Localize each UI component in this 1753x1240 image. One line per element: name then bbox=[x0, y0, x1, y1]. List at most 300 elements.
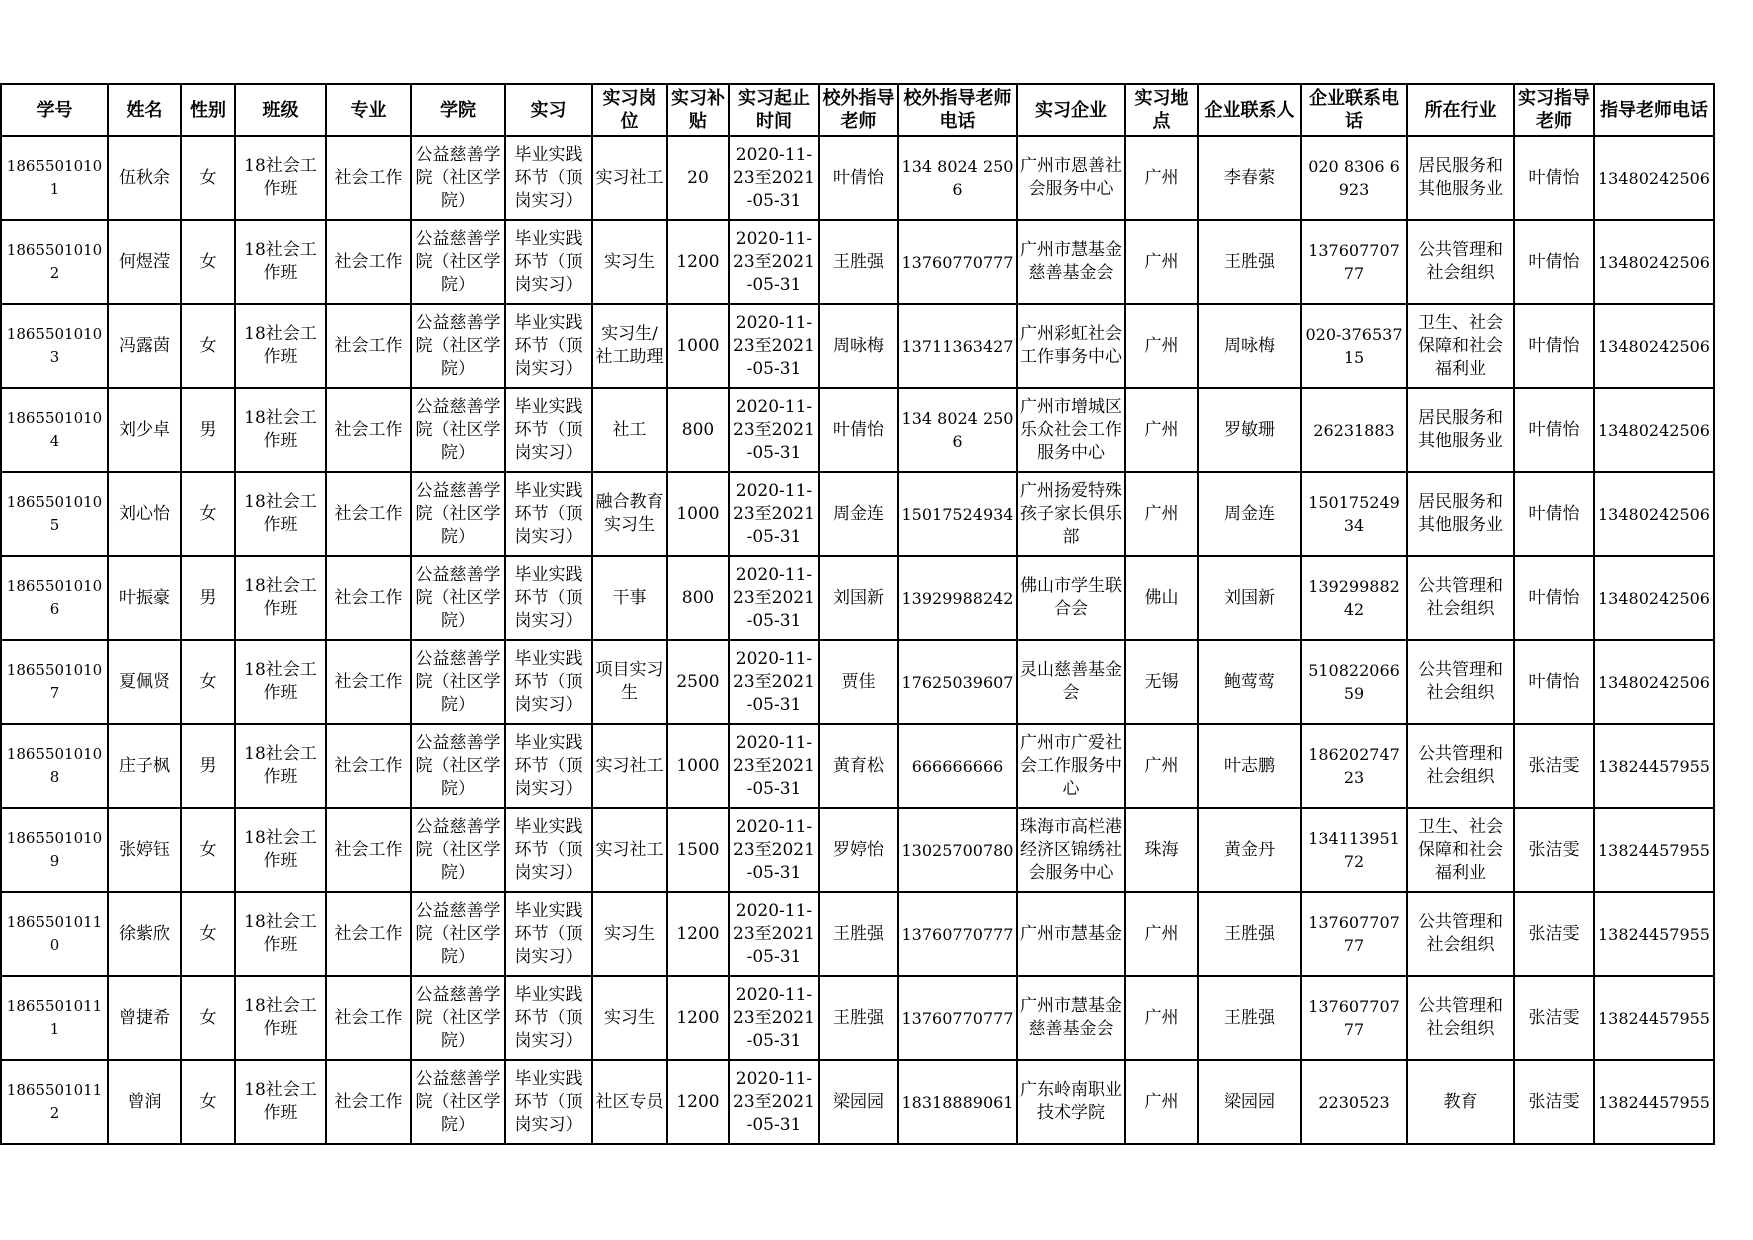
cell-text: 叶倩怡 bbox=[1528, 251, 1580, 272]
header-industry: 所在行业 bbox=[1407, 84, 1514, 136]
cell-text: 13760770777 bbox=[901, 924, 1014, 944]
cell-text: 2020-11-23至2021-05-31 bbox=[733, 396, 815, 463]
cell-major bbox=[326, 136, 411, 220]
cell-internship-type bbox=[505, 1060, 592, 1144]
cell-text: 1200 bbox=[676, 1007, 720, 1028]
cell-company-contact bbox=[1198, 640, 1301, 724]
cell-position bbox=[592, 304, 667, 388]
cell-class bbox=[235, 136, 326, 220]
cell-text: 教育 bbox=[1443, 1091, 1478, 1112]
cell-text: 广州 bbox=[1144, 1091, 1179, 1112]
cell-text: 毕业实践环节（顶岗实习） bbox=[514, 900, 583, 967]
cell-text: 周咏梅 bbox=[1224, 335, 1275, 356]
cell-major bbox=[326, 892, 411, 976]
cell-text: 公益慈善学院（社区学院） bbox=[415, 816, 501, 883]
cell-text: 666666666 bbox=[911, 756, 1004, 776]
cell-student-id bbox=[1, 388, 108, 472]
cell-text: 实习生 bbox=[604, 251, 655, 272]
cell-company-phone bbox=[1301, 388, 1407, 472]
cell-external-supervisor bbox=[819, 976, 898, 1060]
cell-text: 刘国新 bbox=[833, 587, 884, 608]
table-row bbox=[1, 976, 1714, 1060]
cell-text: 刘少卓 bbox=[119, 419, 170, 440]
cell-student-id bbox=[1, 220, 108, 304]
cell-text: 2020-11-23至2021-05-31 bbox=[733, 228, 815, 295]
cell-external-supervisor-phone bbox=[898, 724, 1017, 808]
header-company-phone: 企业联系电话 bbox=[1301, 84, 1407, 136]
cell-text: 广州彩虹社会工作事务中心 bbox=[1020, 324, 1122, 367]
cell-name bbox=[108, 136, 181, 220]
cell-text: 张洁雯 bbox=[1528, 839, 1580, 860]
cell-text: 贾佳 bbox=[841, 671, 876, 692]
cell-text: 1200 bbox=[676, 923, 720, 944]
cell-text: 13760770777 bbox=[901, 252, 1014, 272]
cell-text: 叶振豪 bbox=[119, 587, 170, 608]
cell-period bbox=[729, 472, 819, 556]
cell-text: 周咏梅 bbox=[833, 335, 884, 356]
cell-text: 18655010105 bbox=[6, 493, 103, 534]
cell-text: 女 bbox=[199, 1091, 217, 1112]
cell-company-phone bbox=[1301, 1060, 1407, 1144]
cell-text: 18655010112 bbox=[6, 1081, 103, 1122]
cell-text: 周金连 bbox=[1224, 503, 1275, 524]
cell-period bbox=[729, 136, 819, 220]
cell-text: 13929988242 bbox=[1308, 577, 1400, 619]
cell-text: 公益慈善学院（社区学院） bbox=[415, 732, 501, 799]
cell-text: 实习生/社工助理 bbox=[595, 324, 664, 367]
cell-text: 18655010101 bbox=[6, 157, 103, 198]
cell-subsidy bbox=[667, 892, 729, 976]
cell-company-contact bbox=[1198, 472, 1301, 556]
cell-gender bbox=[181, 556, 235, 640]
cell-internship-supervisor bbox=[1514, 388, 1594, 472]
cell-text: 王胜强 bbox=[833, 251, 884, 272]
cell-text: 张洁雯 bbox=[1528, 1007, 1580, 1028]
cell-position bbox=[592, 220, 667, 304]
cell-text: 18社会工作班 bbox=[244, 408, 317, 451]
cell-class bbox=[235, 1060, 326, 1144]
cell-company bbox=[1017, 472, 1125, 556]
cell-supervisor-phone bbox=[1594, 472, 1714, 556]
cell-internship-supervisor bbox=[1514, 724, 1594, 808]
cell-internship-supervisor bbox=[1514, 136, 1594, 220]
cell-text: 18社会工作班 bbox=[244, 828, 317, 871]
cell-text: 1200 bbox=[676, 1091, 720, 1112]
cell-location bbox=[1125, 136, 1198, 220]
cell-text: 实习社工 bbox=[595, 839, 664, 860]
cell-position bbox=[592, 640, 667, 724]
cell-text: 公益慈善学院（社区学院） bbox=[415, 648, 501, 715]
cell-external-supervisor bbox=[819, 136, 898, 220]
cell-text: 张婷钰 bbox=[119, 839, 170, 860]
cell-text: 居民服务和其他服务业 bbox=[1418, 492, 1503, 535]
cell-class bbox=[235, 220, 326, 304]
cell-text: 毕业实践环节（顶岗实习） bbox=[514, 648, 583, 715]
cell-internship-type bbox=[505, 556, 592, 640]
cell-external-supervisor-phone bbox=[898, 892, 1017, 976]
cell-position bbox=[592, 808, 667, 892]
cell-internship-supervisor bbox=[1514, 892, 1594, 976]
table-row bbox=[1, 472, 1714, 556]
cell-major bbox=[326, 976, 411, 1060]
cell-supervisor-phone bbox=[1594, 304, 1714, 388]
cell-text: 广州 bbox=[1144, 167, 1179, 188]
header-supervisor-phone: 指导老师电话 bbox=[1594, 84, 1714, 136]
header-position: 实习岗位 bbox=[592, 84, 667, 136]
cell-position bbox=[592, 724, 667, 808]
header-row bbox=[1, 84, 1714, 136]
cell-external-supervisor bbox=[819, 388, 898, 472]
cell-supervisor-phone bbox=[1594, 808, 1714, 892]
cell-text: 18655010102 bbox=[6, 241, 103, 282]
cell-company-phone bbox=[1301, 976, 1407, 1060]
internship-table bbox=[0, 83, 1715, 1145]
cell-text: 13411395172 bbox=[1308, 829, 1400, 871]
cell-text: 公共管理和社会组织 bbox=[1418, 660, 1503, 703]
cell-location bbox=[1125, 472, 1198, 556]
cell-text: 毕业实践环节（顶岗实习） bbox=[514, 816, 583, 883]
cell-student-id bbox=[1, 472, 108, 556]
cell-industry bbox=[1407, 640, 1514, 724]
header-internship-type: 实习 bbox=[505, 84, 592, 136]
cell-college bbox=[411, 136, 505, 220]
cell-location bbox=[1125, 724, 1198, 808]
cell-text: 公益慈善学院（社区学院） bbox=[415, 984, 501, 1051]
cell-subsidy bbox=[667, 724, 729, 808]
cell-text: 134 8024 2506 bbox=[901, 157, 1014, 199]
cell-industry bbox=[1407, 1060, 1514, 1144]
cell-text: 2020-11-23至2021-05-31 bbox=[733, 816, 815, 883]
cell-external-supervisor bbox=[819, 220, 898, 304]
cell-position bbox=[592, 472, 667, 556]
cell-internship-supervisor bbox=[1514, 976, 1594, 1060]
cell-supervisor-phone bbox=[1594, 724, 1714, 808]
cell-college bbox=[411, 724, 505, 808]
cell-period bbox=[729, 304, 819, 388]
cell-period bbox=[729, 1060, 819, 1144]
cell-external-supervisor-phone bbox=[898, 1060, 1017, 1144]
cell-company bbox=[1017, 220, 1125, 304]
header-period: 实习起止时间 bbox=[729, 84, 819, 136]
cell-text: 毕业实践环节（顶岗实习） bbox=[514, 564, 583, 631]
cell-text: 伍秋余 bbox=[119, 167, 170, 188]
cell-text: 公共管理和社会组织 bbox=[1418, 744, 1503, 787]
cell-major bbox=[326, 472, 411, 556]
cell-internship-supervisor bbox=[1514, 472, 1594, 556]
cell-company-phone bbox=[1301, 556, 1407, 640]
cell-text: 社会工作 bbox=[334, 1091, 403, 1112]
cell-supervisor-phone bbox=[1594, 892, 1714, 976]
cell-class bbox=[235, 724, 326, 808]
cell-company-phone bbox=[1301, 640, 1407, 724]
cell-text: 13480242506 bbox=[1598, 252, 1710, 272]
cell-gender bbox=[181, 388, 235, 472]
cell-text: 公共管理和社会组织 bbox=[1418, 912, 1503, 955]
cell-period bbox=[729, 976, 819, 1060]
cell-text: 社会工作 bbox=[334, 755, 403, 776]
cell-class bbox=[235, 304, 326, 388]
cell-class bbox=[235, 472, 326, 556]
cell-text: 男 bbox=[199, 587, 217, 608]
cell-external-supervisor-phone bbox=[898, 808, 1017, 892]
cell-text: 男 bbox=[199, 419, 217, 440]
cell-company-contact bbox=[1198, 556, 1301, 640]
cell-text: 18社会工作班 bbox=[244, 912, 317, 955]
cell-text: 广州市慧基金慈善基金会 bbox=[1020, 240, 1122, 283]
cell-period bbox=[729, 556, 819, 640]
cell-position bbox=[592, 388, 667, 472]
cell-industry bbox=[1407, 892, 1514, 976]
cell-text: 2020-11-23至2021-05-31 bbox=[733, 312, 815, 379]
cell-external-supervisor-phone bbox=[898, 136, 1017, 220]
table-row bbox=[1, 724, 1714, 808]
cell-text: 罗敏珊 bbox=[1224, 419, 1275, 440]
cell-company bbox=[1017, 388, 1125, 472]
cell-supervisor-phone bbox=[1594, 136, 1714, 220]
header-subsidy: 实习补贴 bbox=[667, 84, 729, 136]
cell-company-contact bbox=[1198, 808, 1301, 892]
cell-text: 冯露茵 bbox=[119, 335, 170, 356]
cell-text: 佛山市学生联合会 bbox=[1020, 576, 1122, 619]
cell-text: 项目实习生 bbox=[595, 660, 664, 703]
cell-text: 020 8306 6923 bbox=[1308, 157, 1400, 199]
cell-subsidy bbox=[667, 304, 729, 388]
cell-location bbox=[1125, 220, 1198, 304]
cell-text: 18社会工作班 bbox=[244, 324, 317, 367]
cell-internship-type bbox=[505, 808, 592, 892]
cell-industry bbox=[1407, 304, 1514, 388]
header-company: 实习企业 bbox=[1017, 84, 1125, 136]
cell-major bbox=[326, 388, 411, 472]
cell-company bbox=[1017, 1060, 1125, 1144]
cell-text: 18655010111 bbox=[6, 997, 103, 1038]
cell-supervisor-phone bbox=[1594, 388, 1714, 472]
cell-gender bbox=[181, 640, 235, 724]
cell-name bbox=[108, 640, 181, 724]
cell-text: 叶倩怡 bbox=[833, 419, 884, 440]
table-body bbox=[1, 136, 1714, 1144]
header-class: 班级 bbox=[235, 84, 326, 136]
cell-position bbox=[592, 976, 667, 1060]
cell-text: 020-37653715 bbox=[1305, 325, 1403, 367]
table-row bbox=[1, 1060, 1714, 1144]
cell-text: 13480242506 bbox=[1598, 588, 1710, 608]
cell-class bbox=[235, 640, 326, 724]
cell-text: 13760770777 bbox=[1308, 913, 1400, 955]
cell-company-phone bbox=[1301, 220, 1407, 304]
cell-subsidy bbox=[667, 136, 729, 220]
cell-external-supervisor bbox=[819, 472, 898, 556]
cell-text: 刘国新 bbox=[1224, 587, 1275, 608]
cell-internship-supervisor bbox=[1514, 640, 1594, 724]
cell-text: 王胜强 bbox=[1224, 251, 1275, 272]
header-external-supervisor-phone: 校外指导老师电话 bbox=[898, 84, 1017, 136]
cell-text: 18655010110 bbox=[6, 913, 103, 954]
cell-major bbox=[326, 304, 411, 388]
cell-text: 2020-11-23至2021-05-31 bbox=[733, 984, 815, 1051]
cell-text: 叶倩怡 bbox=[1528, 503, 1580, 524]
cell-text: 2020-11-23至2021-05-31 bbox=[733, 732, 815, 799]
cell-class bbox=[235, 556, 326, 640]
cell-industry bbox=[1407, 388, 1514, 472]
cell-external-supervisor bbox=[819, 556, 898, 640]
cell-company-phone bbox=[1301, 136, 1407, 220]
cell-name bbox=[108, 388, 181, 472]
cell-text: 卫生、社会保障和社会福利业 bbox=[1418, 816, 1503, 883]
cell-text: 17625039607 bbox=[901, 672, 1014, 692]
cell-text: 卫生、社会保障和社会福利业 bbox=[1418, 312, 1503, 379]
cell-text: 18620274723 bbox=[1308, 745, 1400, 787]
cell-text: 51082206659 bbox=[1308, 661, 1400, 703]
cell-text: 珠海市高栏港经济区锦绣社会服务中心 bbox=[1020, 816, 1122, 883]
cell-college bbox=[411, 220, 505, 304]
cell-text: 王胜强 bbox=[1224, 1007, 1275, 1028]
cell-text: 社会工作 bbox=[334, 503, 403, 524]
cell-name bbox=[108, 892, 181, 976]
cell-subsidy bbox=[667, 220, 729, 304]
cell-text: 13760770777 bbox=[901, 1008, 1014, 1028]
cell-text: 公益慈善学院（社区学院） bbox=[415, 1068, 501, 1135]
cell-position bbox=[592, 892, 667, 976]
cell-text: 叶倩怡 bbox=[833, 167, 884, 188]
cell-location bbox=[1125, 976, 1198, 1060]
cell-text: 13929988242 bbox=[901, 588, 1014, 608]
cell-internship-type bbox=[505, 388, 592, 472]
cell-company-contact bbox=[1198, 388, 1301, 472]
cell-text: 广州 bbox=[1144, 251, 1179, 272]
cell-text: 毕业实践环节（顶岗实习） bbox=[514, 228, 583, 295]
cell-company-phone bbox=[1301, 724, 1407, 808]
cell-text: 居民服务和其他服务业 bbox=[1418, 408, 1503, 451]
cell-internship-type bbox=[505, 220, 592, 304]
cell-text: 18655010107 bbox=[6, 661, 103, 702]
cell-text: 灵山慈善基金会 bbox=[1020, 660, 1122, 703]
cell-text: 梁园园 bbox=[833, 1091, 884, 1112]
cell-supervisor-phone bbox=[1594, 640, 1714, 724]
cell-period bbox=[729, 724, 819, 808]
cell-internship-supervisor bbox=[1514, 1060, 1594, 1144]
cell-text: 18社会工作班 bbox=[244, 492, 317, 535]
cell-text: 毕业实践环节（顶岗实习） bbox=[514, 1068, 583, 1135]
cell-text: 女 bbox=[199, 167, 217, 188]
cell-text: 男 bbox=[199, 755, 217, 776]
cell-text: 公益慈善学院（社区学院） bbox=[415, 480, 501, 547]
cell-company-contact bbox=[1198, 304, 1301, 388]
cell-text: 曾润 bbox=[127, 1091, 162, 1112]
cell-text: 周金连 bbox=[833, 503, 884, 524]
cell-text: 广州市慧基金 bbox=[1020, 923, 1122, 944]
cell-text: 刘心怡 bbox=[119, 503, 170, 524]
cell-text: 珠海 bbox=[1144, 839, 1179, 860]
cell-text: 18社会工作班 bbox=[244, 1080, 317, 1123]
header-college: 学院 bbox=[411, 84, 505, 136]
cell-text: 2500 bbox=[676, 671, 720, 692]
table-row bbox=[1, 892, 1714, 976]
cell-text: 2020-11-23至2021-05-31 bbox=[733, 480, 815, 547]
cell-text: 毕业实践环节（顶岗实习） bbox=[514, 480, 583, 547]
cell-text: 2230523 bbox=[1318, 1092, 1390, 1112]
cell-text: 广州 bbox=[1144, 419, 1179, 440]
cell-internship-type bbox=[505, 892, 592, 976]
cell-location bbox=[1125, 808, 1198, 892]
cell-position bbox=[592, 1060, 667, 1144]
table-row bbox=[1, 388, 1714, 472]
cell-location bbox=[1125, 1060, 1198, 1144]
cell-text: 公共管理和社会组织 bbox=[1418, 576, 1503, 619]
cell-student-id bbox=[1, 976, 108, 1060]
cell-industry bbox=[1407, 220, 1514, 304]
cell-internship-supervisor bbox=[1514, 556, 1594, 640]
cell-class bbox=[235, 892, 326, 976]
cell-text: 梁园园 bbox=[1224, 1091, 1275, 1112]
cell-text: 毕业实践环节（顶岗实习） bbox=[514, 396, 583, 463]
cell-text: 18社会工作班 bbox=[244, 744, 317, 787]
cell-supervisor-phone bbox=[1594, 976, 1714, 1060]
cell-external-supervisor-phone bbox=[898, 976, 1017, 1060]
cell-major bbox=[326, 640, 411, 724]
cell-internship-supervisor bbox=[1514, 304, 1594, 388]
cell-external-supervisor bbox=[819, 724, 898, 808]
cell-external-supervisor bbox=[819, 640, 898, 724]
cell-text: 社会工作 bbox=[334, 923, 403, 944]
cell-text: 社会工作 bbox=[334, 839, 403, 860]
cell-text: 无锡 bbox=[1144, 671, 1179, 692]
cell-text: 13025700780 bbox=[901, 840, 1014, 860]
cell-text: 佛山 bbox=[1144, 587, 1179, 608]
cell-text: 居民服务和其他服务业 bbox=[1418, 156, 1503, 199]
cell-text: 公共管理和社会组织 bbox=[1418, 240, 1503, 283]
cell-text: 13480242506 bbox=[1598, 420, 1710, 440]
cell-gender bbox=[181, 892, 235, 976]
cell-external-supervisor bbox=[819, 892, 898, 976]
cell-industry bbox=[1407, 976, 1514, 1060]
cell-text: 社区专员 bbox=[595, 1091, 664, 1112]
cell-company bbox=[1017, 724, 1125, 808]
cell-text: 广州 bbox=[1144, 1007, 1179, 1028]
cell-company bbox=[1017, 808, 1125, 892]
cell-text: 女 bbox=[199, 923, 217, 944]
cell-text: 张洁雯 bbox=[1528, 923, 1580, 944]
cell-text: 广州市广爱社会工作服务中心 bbox=[1020, 732, 1122, 799]
cell-industry bbox=[1407, 472, 1514, 556]
cell-college bbox=[411, 388, 505, 472]
cell-text: 女 bbox=[199, 671, 217, 692]
cell-text: 2020-11-23至2021-05-31 bbox=[733, 144, 815, 211]
cell-text: 社会工作 bbox=[334, 251, 403, 272]
header-external-supervisor: 校外指导老师 bbox=[819, 84, 898, 136]
cell-gender bbox=[181, 136, 235, 220]
cell-text: 18社会工作班 bbox=[244, 660, 317, 703]
cell-text: 女 bbox=[199, 251, 217, 272]
cell-student-id bbox=[1, 724, 108, 808]
cell-college bbox=[411, 1060, 505, 1144]
cell-position bbox=[592, 136, 667, 220]
cell-text: 张洁雯 bbox=[1528, 755, 1580, 776]
cell-text: 18655010109 bbox=[6, 829, 103, 870]
cell-text: 广州扬爱特殊孩子家长俱乐部 bbox=[1020, 480, 1122, 547]
cell-internship-type bbox=[505, 304, 592, 388]
cell-text: 黄金丹 bbox=[1224, 839, 1275, 860]
cell-external-supervisor-phone bbox=[898, 640, 1017, 724]
cell-subsidy bbox=[667, 472, 729, 556]
cell-text: 鲍莺莺 bbox=[1224, 671, 1275, 692]
cell-text: 18655010103 bbox=[6, 325, 103, 366]
cell-subsidy bbox=[667, 556, 729, 640]
cell-text: 社会工作 bbox=[334, 587, 403, 608]
cell-internship-supervisor bbox=[1514, 808, 1594, 892]
cell-external-supervisor-phone bbox=[898, 472, 1017, 556]
cell-name bbox=[108, 808, 181, 892]
